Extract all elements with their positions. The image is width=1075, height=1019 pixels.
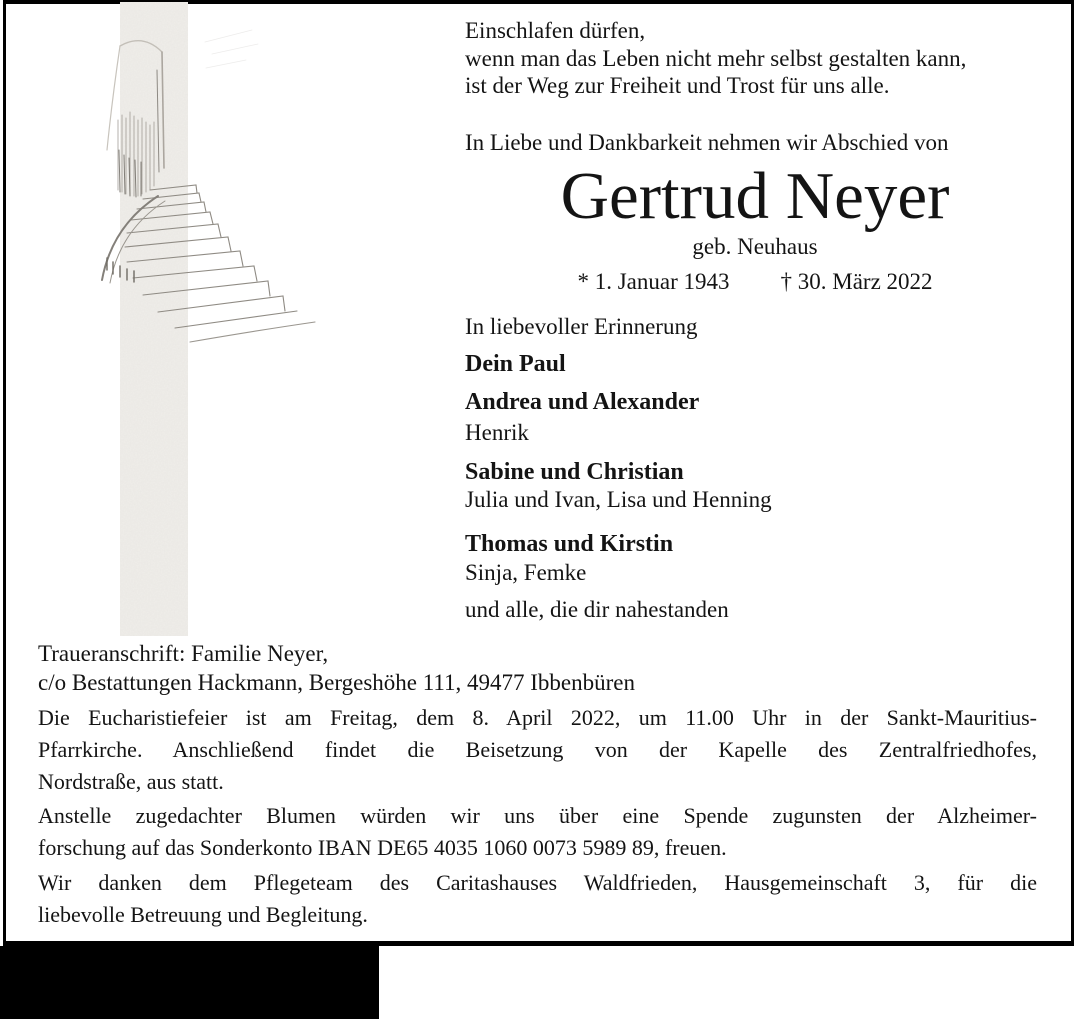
service-paragraph-line-2: Pfarrkirche. Anschließend findet die Beisetzung von der Kapelle des Zentralfriedhofes, bbox=[38, 737, 1037, 762]
thanks-paragraph-line-2: liebevolle Betreuung und Begleitung. bbox=[38, 902, 368, 927]
verse-line-1: Einschlafen dürfen, bbox=[465, 18, 646, 43]
redaction-block bbox=[0, 946, 379, 1019]
death-date: † 30. März 2022 bbox=[780, 269, 933, 294]
mourner-group-1-names: Dein Paul bbox=[465, 351, 566, 377]
maiden-name: geb. Neuhaus bbox=[692, 234, 818, 259]
life-dates bbox=[465, 268, 1045, 296]
mourner-group-2-names: Andrea und Alexander bbox=[465, 389, 700, 415]
service-paragraph-line-3: Nordstraße, aus statt. bbox=[38, 769, 224, 794]
mourner-group-3-children: Julia und Ivan, Lisa und Henning bbox=[465, 487, 772, 512]
birth-date: * 1. Januar 1943 bbox=[577, 269, 730, 294]
mourner-group-4-children: Sinja, Femke bbox=[465, 560, 587, 585]
mourner-group-2-children: Henrik bbox=[465, 420, 529, 445]
mourner-group-3-names: Sabine und Christian bbox=[465, 459, 684, 485]
mourning-address-line-2: c/o Bestattungen Hackmann, Bergeshöhe 111, 49477 Ibbenbüren bbox=[38, 670, 636, 695]
opening-verse bbox=[465, 17, 966, 100]
verse-line-3: ist der Weg zur Freiheit und Trost für uns alle. bbox=[465, 73, 890, 98]
intro-line: In Liebe und Dankbarkeit nehmen wir Abschied von bbox=[465, 130, 949, 155]
thanks-paragraph-line-1: Wir danken dem Pflegeteam des Caritashauses Waldfrieden, Hausgemeinschaft 3, für die bbox=[38, 870, 1037, 895]
staircase-sketch-image bbox=[0, 0, 340, 640]
closing-line: und alle, die dir nahestanden bbox=[465, 597, 729, 622]
mourner-group-4-names: Thomas und Kirstin bbox=[465, 531, 674, 557]
donation-paragraph-line-2: forschung auf das Sonderkonto IBAN DE65 4035 1060 0073 5989 89, freuen. bbox=[38, 835, 727, 860]
donation-paragraph-line-1: Anstelle zugedachter Blumen würden wir uns über eine Spende zugunsten der Alzheimer- bbox=[38, 803, 1037, 828]
mourning-address-line-1: Traueranschrift: Familie Neyer, bbox=[38, 641, 329, 666]
service-paragraph-line-1: Die Eucharistiefeier ist am Freitag, dem 8. April 2022, um 11.00 Uhr in der Sankt-Mauritius- bbox=[38, 705, 1037, 730]
deceased-name: Gertrud Neyer bbox=[560, 159, 950, 233]
verse-line-2: wenn man das Leben nicht mehr selbst gestalten kann, bbox=[465, 45, 967, 71]
memory-line: In liebevoller Erinnerung bbox=[465, 314, 698, 339]
